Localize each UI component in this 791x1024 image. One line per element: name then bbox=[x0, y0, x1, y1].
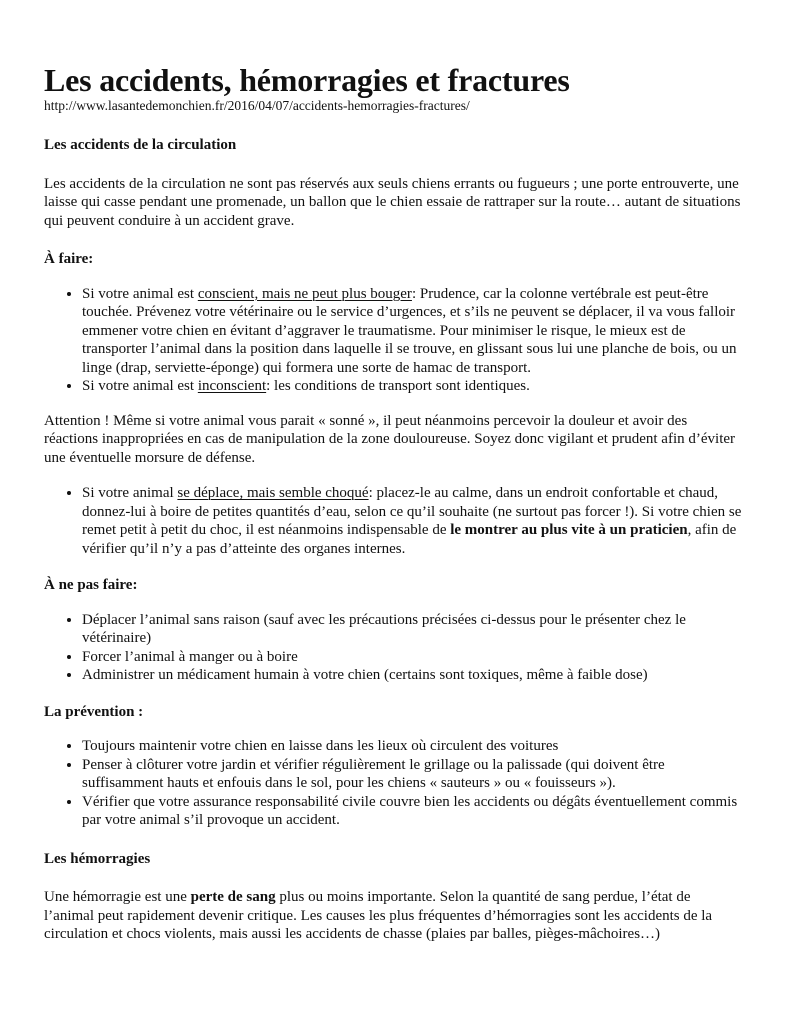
subheading-a-faire: À faire: bbox=[44, 251, 94, 267]
underlined-text: inconscient bbox=[197, 378, 267, 394]
a-faire-list-2 bbox=[44, 484, 743, 558]
underlined-text: conscient, mais ne peut plus bouger bbox=[197, 285, 412, 302]
item-text: Si votre animal bbox=[82, 485, 178, 501]
item-text: , afin de vérifier qu’il n’y a pas d’atteinte des organes internes. bbox=[82, 522, 737, 557]
ne-pas-faire-list bbox=[44, 611, 743, 685]
item-text: Si votre animal est bbox=[82, 378, 198, 394]
underlined-text: se déplace, mais semble choqué bbox=[177, 485, 369, 501]
accidents-intro: Les accidents de la circulation ne sont pas réservés aux seuls chiens errants ou fugueurs ; une porte entrouverte, une laisse qui casse pendant une promenade, un ballon que le chien essaie de rattraper sur la route… autant de situations qui peuvent conduire à un accident grave. bbox=[44, 175, 741, 229]
page-title: Les accidents, hémorragies et fractures bbox=[44, 62, 570, 98]
paragraph-text: Une hémorragie est une bbox=[44, 889, 191, 905]
list-item: • Forcer l’animal à manger ou à boire bbox=[82, 648, 743, 667]
item-text: : Prudence, car la colonne vertébrale est peut-être touchée. Prévenez votre vétérinaire ou le service d’urgences, et s’ils ne peuvent se déplacer, il va vous falloir emmener votre chien en évitant d’aggraver le traumatisme. Pour minimiser le risque, le mieux est de transporter l’animal dans la position dans laquelle il se trouve, en glissant sous lui une planche de bois, ou un linge (drap, serviette-éponge) qui formera une sorte de hamac de transport. bbox=[82, 285, 737, 376]
bold-text: perte de sang bbox=[190, 889, 276, 905]
bold-text: le montrer au plus vite à un praticien bbox=[450, 522, 688, 538]
source-url: http://www.lasantedemonchien.fr/2016/04/07/accidents-hemorragies-fractures/ bbox=[44, 98, 470, 113]
list-item bbox=[82, 377, 743, 396]
item-text: Si votre animal est bbox=[82, 285, 198, 302]
list-item: • Vérifier que votre assurance responsabilité civile couvre bien les accidents ou dégâts éventuellement commis par votre animal s’il provoque un accident. bbox=[82, 793, 743, 830]
item-text: : placez-le au calme, dans un endroit confortable et chaud, donnez-lui à boire de petites quantités d’eau, selon ce qu’il souhaite (ne surtout pas forcer !). Si votre chien se remet petit à petit du choc, il est néanmoins indispensable de bbox=[82, 485, 742, 538]
list-item: • Penser à clôturer votre jardin et vérifier régulièrement le grillage ou la palissade (qui doivent être suffisamment hauts et enfouis dans le sol, pour les chiens « sauteurs » ou « fouisseurs »). bbox=[82, 756, 743, 793]
hemorragies-intro bbox=[44, 888, 743, 944]
list-item bbox=[82, 285, 743, 378]
attention-paragraph: Attention ! Même si votre animal vous parait « sonné », il peut néanmoins percevoir la douleur et avoir des réactions inappropriées en cas de manipulation de la zone douloureuse. Soyez donc vigilant et prudent afin d’éviter une éventuelle morsure de défense. bbox=[44, 412, 736, 466]
section-heading-accidents: Les accidents de la circulation bbox=[44, 137, 237, 153]
item-text: : les conditions de transport sont identiques. bbox=[266, 378, 530, 394]
subheading-ne-pas-faire: À ne pas faire: bbox=[44, 577, 138, 593]
prevention-list bbox=[44, 737, 743, 830]
list-item: • Toujours maintenir votre chien en laisse dans les lieux où circulent des voitures bbox=[82, 737, 743, 756]
a-faire-list bbox=[44, 285, 743, 396]
paragraph-text: plus ou moins importante. Selon la quantité de sang perdue, l’état de l’animal peut rapidement devenir critique. Les causes les plus fréquentes d’hémorragies sont les accidents de la circulation et chocs violents, mais aussi les accidents de chasse (plaies par balles, pièges-mâchoires…) bbox=[44, 889, 713, 942]
list-item: • Administrer un médicament humain à votre chien (certains sont toxiques, même à faible dose) bbox=[82, 666, 743, 685]
section-heading-hemorragies: Les hémorragies bbox=[44, 850, 151, 867]
list-item bbox=[82, 484, 743, 558]
subheading-prevention: La prévention : bbox=[44, 703, 144, 720]
list-item: • Déplacer l’animal sans raison (sauf avec les précautions précisées ci-dessus pour le présenter chez le vétérinaire) bbox=[82, 611, 743, 648]
